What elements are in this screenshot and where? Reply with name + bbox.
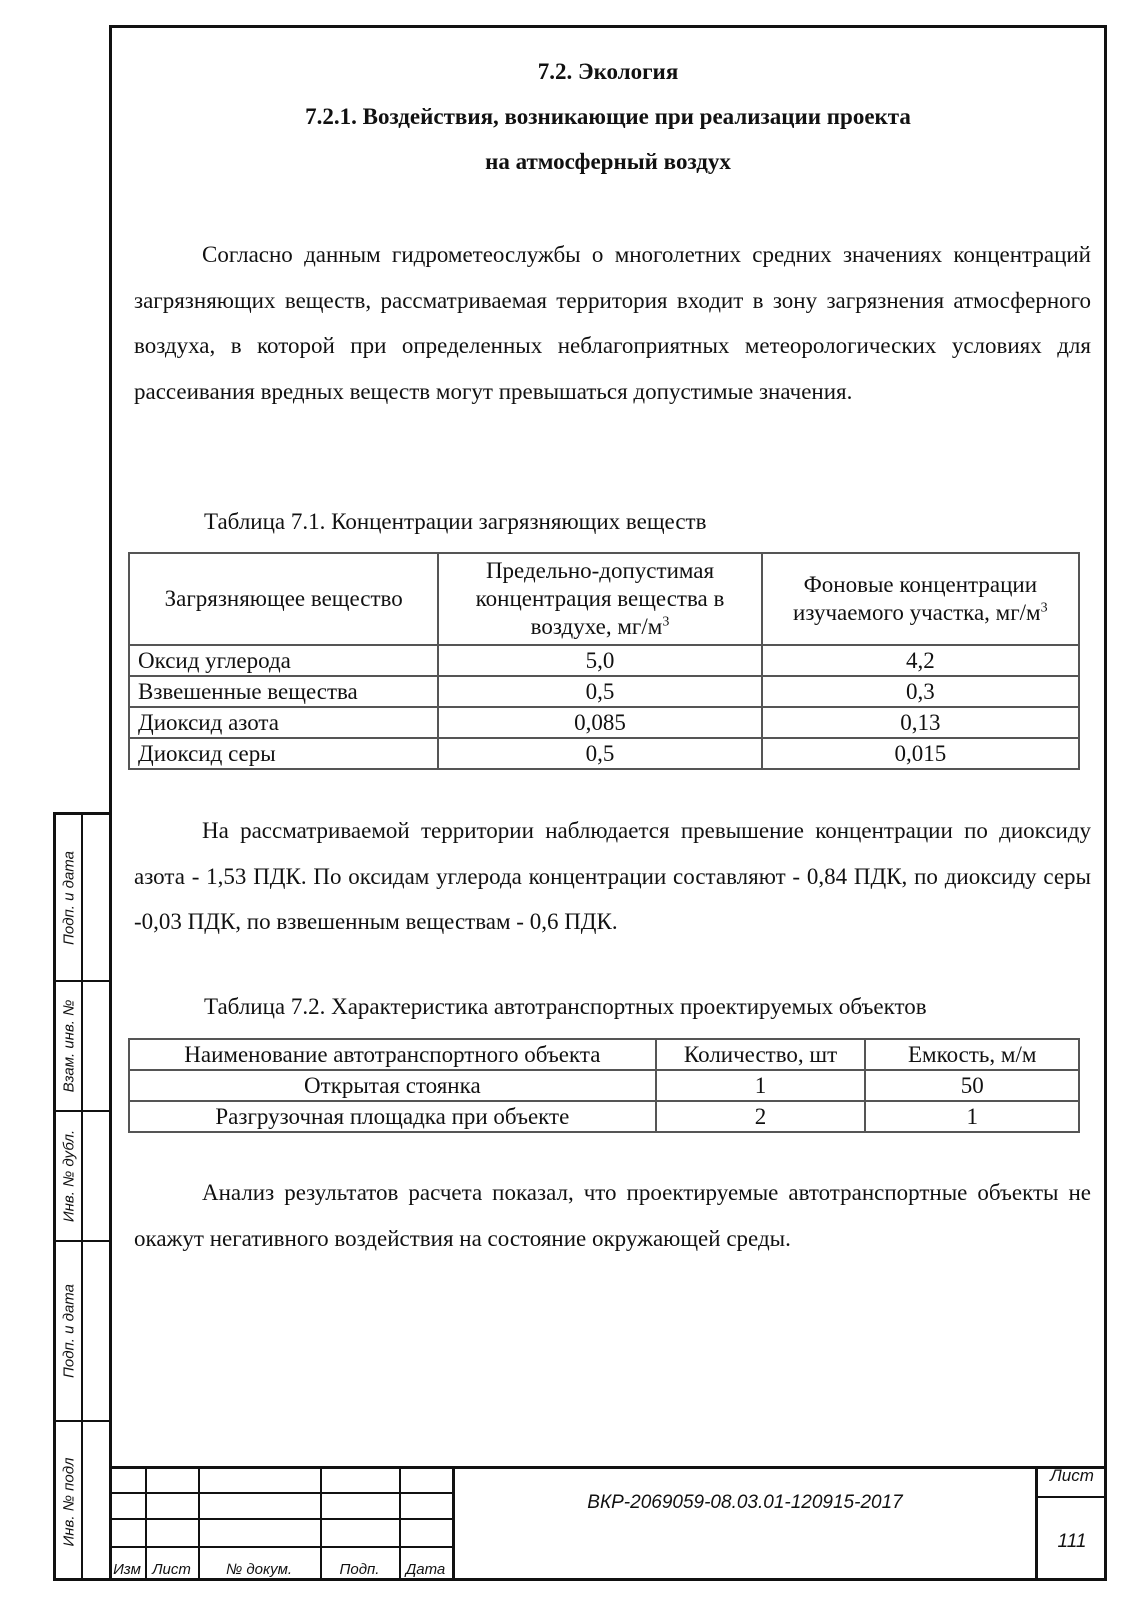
col-sheet-label: Лист	[152, 1561, 191, 1578]
col-change-label: Изм	[113, 1561, 141, 1578]
col-sign-label: Подп.	[339, 1561, 380, 1578]
table-row	[129, 645, 1079, 676]
side-cell-sign-date-1	[56, 815, 109, 982]
vehicle-objects-table	[128, 1038, 1080, 1133]
col-date-label: Дата	[405, 1561, 446, 1578]
pollutant-table	[128, 552, 1080, 770]
cell-background: 0,3	[762, 676, 1079, 707]
side-stamp-column	[53, 812, 109, 1581]
table2-caption: Таблица 7.2. Характеристика автотранспортных проектируемых объектов	[204, 994, 927, 1019]
side-label-sign-date-1: Подп. и дата	[60, 850, 77, 945]
table-row	[129, 676, 1079, 707]
cell-count: 1	[656, 1070, 866, 1101]
cell-substance: Диоксид азота	[129, 707, 438, 738]
subsection-heading-line1: 7.2.1. Воздействия, возникающие при реализации проекта	[305, 104, 911, 129]
cell-capacity: 1	[865, 1101, 1079, 1132]
cell-capacity: 50	[865, 1070, 1079, 1101]
side-label-replace-inv: Взам. инв. №	[60, 999, 77, 1093]
header-capacity: Емкость, м/м	[865, 1039, 1079, 1070]
header-object-name: Наименование автотранспортного объекта	[129, 1039, 656, 1070]
sheet-number: 111	[1057, 1531, 1087, 1552]
cell-mpc: 0,5	[438, 676, 761, 707]
cell-mpc: 5,0	[438, 645, 761, 676]
subsection-heading-line2: на атмосферный воздух	[485, 149, 731, 174]
col-doc-label: № докум.	[225, 1561, 293, 1578]
cell-background: 0,13	[762, 707, 1079, 738]
cell-background: 0,015	[762, 738, 1079, 769]
cell-count: 2	[656, 1101, 866, 1132]
side-cell-replace-inv	[56, 982, 109, 1112]
cell-substance: Оксид углерода	[129, 645, 438, 676]
side-cell-inv-orig	[56, 1422, 109, 1581]
header-background: Фоновые концентрации изучаемого участка, $мг/м^3$	[762, 553, 1079, 645]
cell-object-name: Разгрузочная площадка при объекте	[129, 1101, 656, 1132]
header-substance: Загрязняющее вещество	[129, 553, 438, 645]
table-header-row	[129, 553, 1079, 645]
cell-object-name: Открытая стоянка	[129, 1070, 656, 1101]
section-heading: 7.2. Экология	[537, 59, 679, 84]
side-cell-sign-date-2	[56, 1242, 109, 1422]
cell-substance: Взвешенные вещества	[129, 676, 438, 707]
cell-mpc: 0,5	[438, 738, 761, 769]
header-count: Количество, шт	[656, 1039, 866, 1070]
table-row	[129, 1101, 1079, 1132]
document-code: ВКР-2069059-08.03.01-120915-2017	[587, 1492, 903, 1513]
cell-mpc: 0,085	[438, 707, 761, 738]
sheet-label: Лист	[1050, 1466, 1094, 1485]
side-label-inv-dup: Инв. № дубл.	[60, 1129, 77, 1223]
header-mpc: Предельно-допустимая концентрация вещества в воздухе, $мг/м^3$	[438, 553, 761, 645]
conclusion-paragraph: Анализ результатов расчета показал, что проектируемые автотранспортные объекты не окажут негативного воздействия на состояние окружающей среды.	[134, 1180, 1091, 1251]
table-row	[129, 1070, 1079, 1101]
side-cell-inv-dup	[56, 1112, 109, 1242]
side-label-inv-orig: Инв. № подл	[60, 1457, 77, 1546]
title-block	[109, 1466, 1107, 1581]
table-header-row	[129, 1039, 1079, 1070]
cell-substance: Диоксид серы	[129, 738, 438, 769]
cell-background: 4,2	[762, 645, 1079, 676]
table-row	[129, 707, 1079, 738]
table1-caption: Таблица 7.1. Концентрации загрязняющих веществ	[204, 509, 707, 534]
side-label-sign-date-2: Подп. и дата	[60, 1284, 77, 1378]
exceedance-paragraph: На рассматриваемой территории наблюдается превышение концентрации по диоксиду азота - 1,53 ПДК. По оксидам углерода концентрации составляют - 0,84 ПДК, по диоксиду серы -0,03 ПДК, по взвешенным веществам - 0,6 ПДК.	[134, 818, 1091, 934]
intro-paragraph: Согласно данным гидрометеослужбы о многолетних средних значениях концентраций загрязняющих веществ, рассматриваемая территория входит в зону загрязнения атмосферного воздуха, в которой при определенных неблагоприятных метеорологических условиях для рассеивания вредных веществ могут превышаться допустимые значения.	[134, 242, 1091, 404]
table-row	[129, 738, 1079, 769]
